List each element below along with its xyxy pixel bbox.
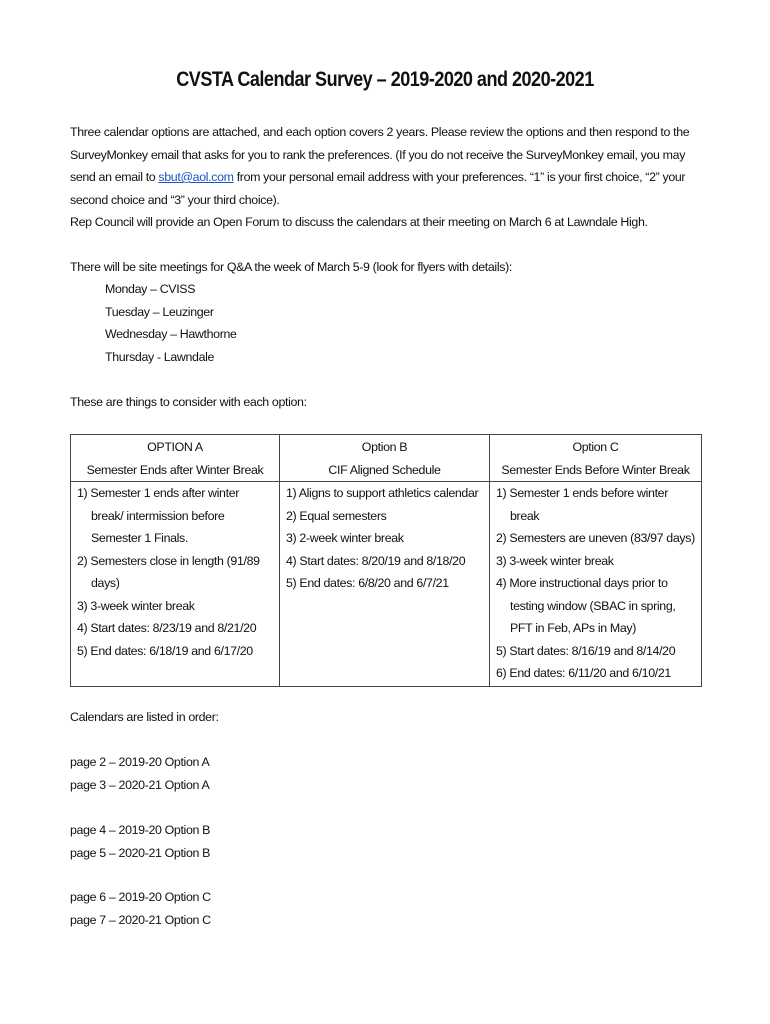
option-c-item: 1) Semester 1 ends before winter break: [496, 486, 668, 523]
option-b-item: 1) Aligns to support athletics calendar: [286, 486, 479, 500]
options-table-body-row: [71, 482, 702, 687]
option-b-title: Option B: [361, 440, 408, 454]
option-c-item: 2) Semesters are uneven (83/97 days): [496, 531, 695, 545]
calendar-order-item: page 3 – 2020-21 Option A: [70, 777, 210, 792]
option-b-item: 4) Start dates: 8/20/19 and 8/18/20: [286, 553, 466, 568]
option-b-header: [280, 435, 490, 482]
option-c-item: 5) Start dates: 8/16/19 and 8/14/20: [496, 643, 676, 658]
option-b-item: 5) End dates: 6/8/20 and 6/7/21: [286, 576, 449, 590]
site-meetings-intro: There will be site meetings for Q&A the week of March 5-9 (look for flyers with details):: [70, 260, 512, 274]
option-b-item: 2) Equal semesters: [286, 508, 387, 523]
intro-text-after-link: from your personal email address with your preferences. “1” is your first choice, “2” your second choice and “3” your third choice).: [70, 170, 686, 207]
document-title: CVSTA Calendar Survey – 2019-2020 and 2020-2021: [176, 68, 594, 91]
option-c-item: 4) More instructional days prior to testing window (SBAC in spring, PFT in Feb, APs in May): [496, 576, 676, 635]
option-a-item: 1) Semester 1 ends after winter break/ intermission before Semester 1 Finals.: [77, 486, 240, 545]
option-a-header: [71, 435, 280, 482]
option-a-item: 5) End dates: 6/18/19 and 6/17/20: [77, 643, 253, 658]
option-c-header: [490, 435, 702, 482]
options-table-header-row: [71, 435, 702, 482]
option-c-item: 3) 3-week winter break: [496, 553, 614, 568]
option-c-subtitle: Semester Ends Before Winter Break: [501, 462, 690, 477]
option-c-item: 6) End dates: 6/11/20 and 6/10/21: [496, 666, 671, 680]
calendar-order-group-c: [70, 886, 211, 931]
option-b-item: 3) 2-week winter break: [286, 531, 404, 545]
option-a-item: 2) Semesters close in length (91/89 days): [77, 553, 260, 590]
option-b-cell: [280, 482, 490, 687]
option-b-subtitle: CIF Aligned Schedule: [328, 462, 441, 477]
calendar-order-group-a: [70, 751, 209, 796]
option-a-cell: [71, 482, 280, 687]
option-a-item: 4) Start dates: 8/23/19 and 8/21/20: [77, 621, 257, 635]
calendar-order-item: page 5 – 2020-21 Option B: [70, 845, 211, 860]
calendar-order-item: page 6 – 2019-20 Option C: [70, 890, 211, 904]
site-meeting-item: Wednesday – Hawthorne: [105, 327, 237, 341]
calendar-order-group-b: [70, 819, 210, 864]
email-link[interactable]: sbut@aol.com: [158, 170, 234, 184]
option-a-title: OPTION A: [147, 440, 203, 454]
calendar-order-item: page 7 – 2020-21 Option C: [70, 912, 211, 927]
intro-text-before-link: Three calendar options are attached, and each option covers 2 years. Please review the options and then respond to the SurveyMonkey email that asks for you to rank the preferences. (If you do not receive the SurveyMonkey email, you may send an email to: [70, 125, 690, 184]
site-meeting-item: Thursday - Lawndale: [105, 349, 215, 364]
option-a-item: 3) 3-week winter break: [77, 598, 195, 613]
consider-paragraph: These are things to consider with each option:: [70, 395, 307, 409]
open-forum-paragraph: Rep Council will provide an Open Forum to discuss the calendars at their meeting on March 6 at Lawndale High.: [70, 215, 648, 229]
site-meeting-item: Tuesday – Leuzinger: [105, 304, 214, 319]
intro-paragraph: [70, 121, 700, 211]
calendar-order-item: page 4 – 2019-20 Option B: [70, 823, 211, 837]
calendar-order-item: page 2 – 2019-20 Option A: [70, 755, 210, 769]
option-c-title: Option C: [572, 440, 619, 454]
option-a-subtitle: Semester Ends after Winter Break: [86, 462, 264, 477]
site-meeting-item: Monday – CVISS: [105, 282, 196, 296]
site-meetings-list: [105, 278, 237, 368]
calendar-order-heading: Calendars are listed in order:: [70, 710, 219, 724]
option-c-cell: [490, 482, 702, 687]
options-table: [70, 434, 702, 687]
